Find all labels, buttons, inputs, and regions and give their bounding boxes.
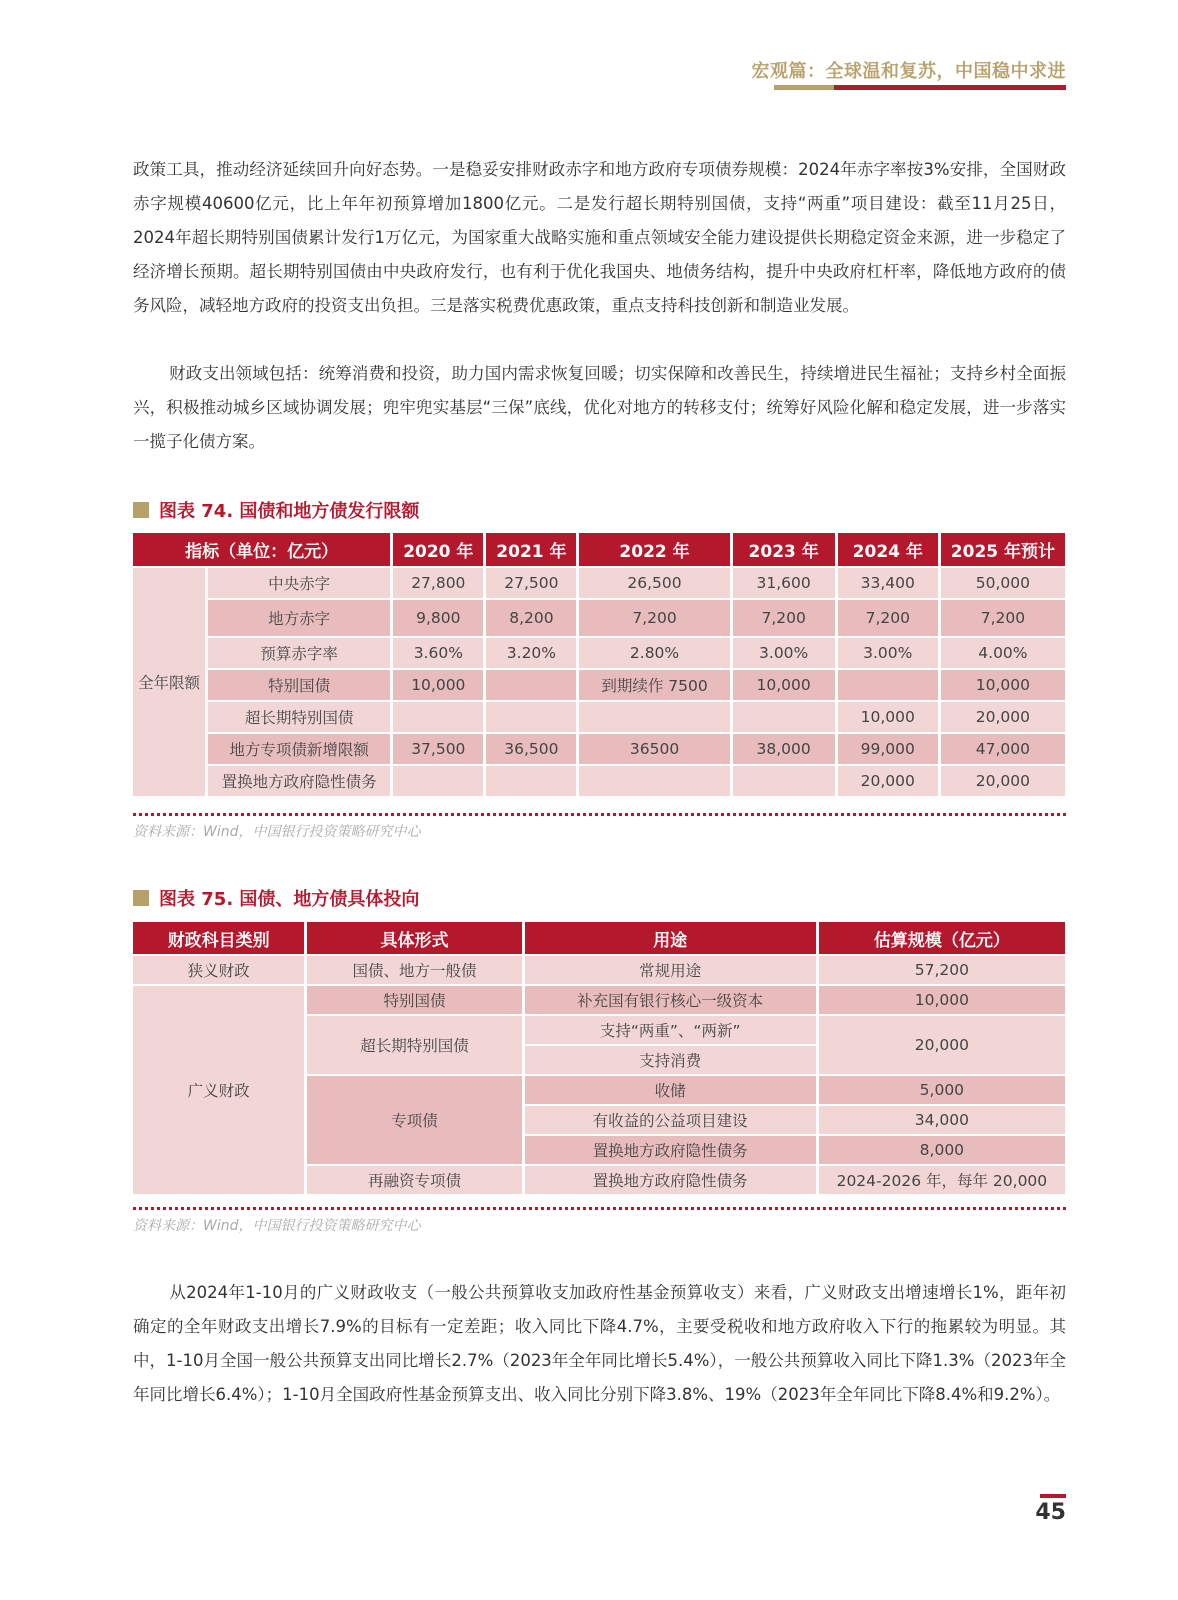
table-cell: 专项债	[307, 1076, 521, 1164]
table-cell: 10,000	[941, 670, 1065, 700]
table-cell	[486, 766, 576, 796]
table-cell: 支持“两重”、“两新”	[525, 1016, 816, 1044]
table-cell: 9,800	[393, 600, 483, 636]
paragraph-1: 政策工具，推动经济延续回升向好态势。一是稳妥安排财政赤字和地方政府专项债券规模：2024年赤字率按3%安排，全国财政赤字规模40600亿元，比上年年初预算增加1800亿元。二是发行超长期特别国债，支持“两重”项目建设：截至11月25日，2024年超长期特别国债累计发行1万亿元，为国家重大战略实施和重点领域安全能力建设提供长期稳定资金来源，进一步稳定了经济增长预期。超长期特别国债由中央政府发行，也有利于优化我国央、地债务结构，提升中央政府杠杆率，降低地方政府的债务风险，减轻地方政府的投资支出负担。三是落实税费优惠政策，重点支持科技创新和制造业发展。	[133, 160, 1066, 315]
col-header-form: 具体形式	[307, 922, 521, 954]
table-cell	[393, 702, 483, 732]
table-cell: 47,000	[941, 734, 1065, 764]
table-cell: 7,200	[733, 600, 835, 636]
table-cell	[486, 670, 576, 700]
col-header-2024: 2024 年	[838, 533, 938, 566]
row-label: 超长期特别国债	[208, 702, 390, 732]
table-cell: 7,200	[941, 600, 1065, 636]
table-cell	[579, 702, 729, 732]
table-cell: 特别国债	[307, 986, 521, 1014]
row-label: 地方专项债新增限额	[208, 734, 390, 764]
col-header-use: 用途	[525, 922, 816, 954]
category-broad: 广义财政	[133, 986, 304, 1194]
paragraph-2-text: 财政支出领域包括：统筹消费和投资，助力国内需求恢复回暖；切实保障和改善民生，持续增进民生福祉；支持乡村全面振兴，积极推动城乡区域协调发展；兜牢兜实基层“三保”底线，优化对地方的转移支付；统筹好风险化解和稳定发展，进一步落实一揽子化债方案。	[133, 364, 1066, 451]
col-header-2021: 2021 年	[486, 533, 576, 566]
table-cell: 36,500	[486, 734, 576, 764]
figure-75-title	[133, 885, 419, 911]
table-cell: 超长期特别国债	[307, 1016, 521, 1074]
table-cell: 20,000	[941, 766, 1065, 796]
table-cell: 5,000	[819, 1076, 1065, 1104]
table-row	[133, 600, 1065, 636]
table-cell: 20,000	[819, 1016, 1065, 1074]
table-cell: 收储	[525, 1076, 816, 1104]
table-cell: 27,800	[393, 568, 483, 598]
table-cell: 支持消费	[525, 1046, 816, 1074]
table-issuance-limits	[130, 531, 1068, 798]
table-cell	[733, 766, 835, 796]
page-number: 45	[1035, 1500, 1066, 1525]
page-number-rule	[1040, 1494, 1066, 1498]
paragraph-2	[133, 357, 1066, 459]
table-row	[133, 734, 1065, 764]
row-label: 特别国债	[208, 670, 390, 700]
row-label: 置换地方政府隐性债务	[208, 766, 390, 796]
table-cell: 10,000	[733, 670, 835, 700]
table-row	[133, 986, 1065, 1014]
table-cell: 33,400	[838, 568, 938, 598]
col-header-category: 财政科目类别	[133, 922, 304, 954]
table-cell: 2.80%	[579, 638, 729, 668]
table-cell: 补充国有银行核心一级资本	[525, 986, 816, 1014]
col-header-2023: 2023 年	[733, 533, 835, 566]
table-cell: 3.20%	[486, 638, 576, 668]
table-cell: 国债、地方一般债	[307, 956, 521, 984]
running-header: 宏观篇：全球温和复苏，中国稳中求进	[751, 61, 1066, 82]
col-header-2025: 2025 年预计	[941, 533, 1065, 566]
row-label: 中央赤字	[208, 568, 390, 598]
col-header-2022: 2022 年	[579, 533, 729, 566]
table-cell: 8,200	[486, 600, 576, 636]
group-label: 全年限额	[133, 568, 205, 796]
table-cell: 7,200	[579, 600, 729, 636]
paragraph-3	[133, 1276, 1066, 1412]
table-row	[133, 702, 1065, 732]
table-cell: 10,000	[393, 670, 483, 700]
table-cell: 4.00%	[941, 638, 1065, 668]
table-cell: 20,000	[838, 766, 938, 796]
figure-75-title-text: 图表 75. 国债、地方债具体投向	[159, 889, 420, 910]
table-cell: 10,000	[838, 702, 938, 732]
table-cell: 10,000	[819, 986, 1065, 1014]
table-cell: 3.60%	[393, 638, 483, 668]
table-row	[133, 670, 1065, 700]
table-cell: 99,000	[838, 734, 938, 764]
title-marker-icon	[133, 502, 149, 518]
table-cell: 置换地方政府隐性债务	[525, 1166, 816, 1194]
source-note: 资料来源：Wind，中国银行投资策略研究中心	[133, 1218, 421, 1234]
table-cell: 到期续作 7500	[579, 670, 729, 700]
title-marker-icon	[133, 890, 149, 906]
table-cell: 26,500	[579, 568, 729, 598]
col-header-indicator: 指标（单位：亿元）	[133, 533, 390, 566]
table-cell	[393, 766, 483, 796]
table-cell	[486, 702, 576, 732]
table-cell: 常规用途	[525, 956, 816, 984]
table-cell: 50,000	[941, 568, 1065, 598]
table-cell: 38,000	[733, 734, 835, 764]
table-cell: 置换地方政府隐性债务	[525, 1136, 816, 1164]
row-label: 预算赤字率	[208, 638, 390, 668]
table-cell: 36500	[579, 734, 729, 764]
table-cell: 31,600	[733, 568, 835, 598]
table-cell: 27,500	[486, 568, 576, 598]
row-label: 地方赤字	[208, 600, 390, 636]
table-row	[133, 638, 1065, 668]
col-header-size: 估算规模（亿元）	[819, 922, 1065, 954]
table-cell: 2024-2026 年，每年 20,000	[819, 1166, 1065, 1194]
paragraph-3-text: 从2024年1-10月的广义财政收支（一般公共预算收支加政府性基金预算收支）来看，广义财政支出增速增长1%，距年初确定的全年财政支出增长7.9%的目标有一定差距；收入同比下降4.7%，主要受税收和地方政府收入下行的拖累较为明显。其中，1-10月全国一般公共预算支出同比增长2.7%（2023年全年同比增长5.4%），一般公共预算收入同比下降1.3%（2023年全年同比增长6.4%）；1-10月全国政府性基金预算支出、收入同比分别下降3.8%、19%（2023年全年同比下降8.4%和9.2%）。	[133, 1283, 1066, 1404]
table-cell: 57,200	[819, 956, 1065, 984]
source-note: 资料来源：Wind，中国银行投资策略研究中心	[133, 824, 421, 840]
col-header-2020: 2020 年	[393, 533, 483, 566]
table-cell	[838, 670, 938, 700]
table-cell	[579, 766, 729, 796]
table-cell: 8,000	[819, 1136, 1065, 1164]
table-cell: 20,000	[941, 702, 1065, 732]
table-cell: 37,500	[393, 734, 483, 764]
divider	[133, 813, 1066, 816]
table-row	[133, 568, 1065, 598]
table-cell: 3.00%	[838, 638, 938, 668]
table-cell: 7,200	[838, 600, 938, 636]
table-cell: 再融资专项债	[307, 1166, 521, 1194]
table-bond-uses	[130, 920, 1068, 1196]
table-row	[133, 766, 1065, 796]
figure-74-title	[133, 497, 419, 523]
table-row	[133, 956, 1065, 984]
table-cell: 有收益的公益项目建设	[525, 1106, 816, 1134]
table-cell	[733, 702, 835, 732]
figure-74-title-text: 图表 74. 国债和地方债发行限额	[159, 501, 420, 522]
table-cell: 34,000	[819, 1106, 1065, 1134]
category-narrow: 狭义财政	[133, 956, 304, 984]
divider	[133, 1207, 1066, 1210]
table-cell: 3.00%	[733, 638, 835, 668]
header-rule	[774, 85, 1066, 90]
table-header-row	[133, 922, 1065, 954]
table-header-row	[133, 533, 1065, 566]
